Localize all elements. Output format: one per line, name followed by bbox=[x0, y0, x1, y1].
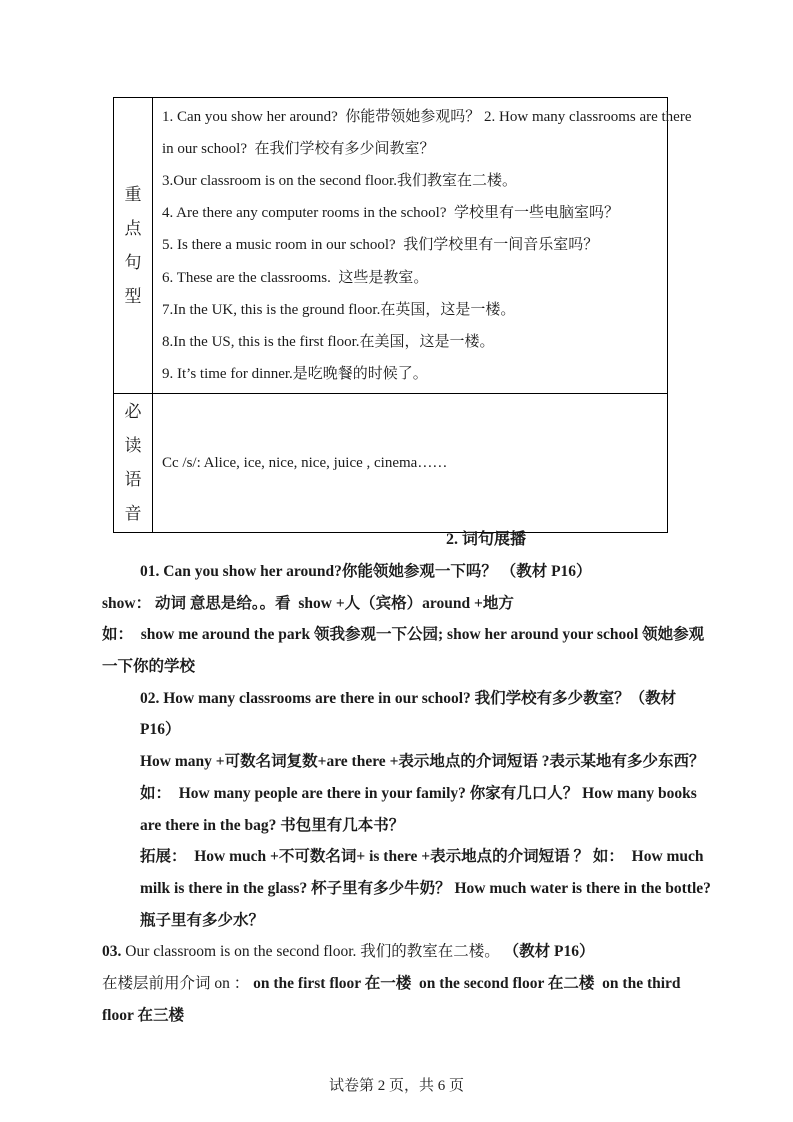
body-line-extension: 拓展： How much +不可数名词+ is there +表示地点的介词短语 ？ 如： How much bbox=[140, 848, 704, 866]
note-bold: on the first floor 在一楼 on the second floor 在二楼 on the third bbox=[253, 974, 681, 992]
sentence-line: 1. Can you show her around? 你能带领她参观吗？ 2. How many classrooms are there bbox=[162, 108, 692, 125]
body-line-extension-c: 瓶子里有多少水？ bbox=[140, 911, 265, 929]
sentence-line: 3.Our classroom is on the second floor.我们教室在二楼。 bbox=[162, 172, 517, 189]
sentence-line: in our school? 在我们学校有多少间教室？ bbox=[162, 140, 435, 157]
body-line-extension-b: milk is there in the glass? 杯子里有多少牛奶？ How much water is there in the bottle? bbox=[140, 879, 711, 897]
body-line-example-1b: 一下你的学校 bbox=[102, 658, 196, 676]
body-line-example-1: 如： show me around the park 领我参观一下公园; show her around your school 领她参观 bbox=[102, 626, 705, 644]
row-header-key-sentences bbox=[114, 98, 153, 394]
sentence-line: 7.In the UK, this is the ground floor.在英国，这是一楼。 bbox=[162, 301, 516, 318]
note-lead: 在楼层前用介词 on ： bbox=[102, 974, 254, 992]
key-sentences-cell bbox=[153, 98, 692, 394]
key-points-table bbox=[113, 97, 692, 533]
phonics-cell bbox=[153, 394, 668, 533]
body-line-pattern: How many +可数名词复数+are there +表示地点的介词短语 ?表示某地有多少东西？ bbox=[140, 753, 705, 771]
row-header-vertical-text: 必读语音 bbox=[124, 402, 142, 523]
section-heading: 2. 词句展播 bbox=[446, 531, 527, 548]
sentence-line: 4. Are there any computer rooms in the school? 学校里有一些电脑室吗？ bbox=[162, 205, 620, 222]
sentence-line: 9. It’s time for dinner.是吃晚餐的时候了。 bbox=[162, 366, 428, 383]
body-line-example-2: 如： How many people are there in your family? 你家有几口人？ How many books bbox=[140, 784, 697, 802]
body-text-block bbox=[102, 556, 711, 1031]
body-line-on-note bbox=[102, 968, 684, 1000]
phonics-line: Cc /s/: Alice, ice, nice, nice, juice , cinema…… bbox=[162, 454, 448, 471]
item-sentence: Our classroom is on the second floor. 我们的教室在二楼。 bbox=[121, 943, 504, 961]
textbook-ref: （教材 P16） bbox=[503, 943, 595, 961]
sentence-line: 5. Is there a music room in our school? 我们学校里有一间音乐室吗？ bbox=[162, 237, 599, 254]
body-line-on-note-b: floor 在三楼 bbox=[102, 1006, 184, 1024]
page-footer: 试卷第 2 页，共 6 页 bbox=[328, 1078, 464, 1094]
table-row-phonics bbox=[114, 394, 668, 533]
sentence-line: 6. These are the classrooms. 这些是教室。 bbox=[162, 269, 429, 286]
body-line-02-title: 02. How many classrooms are there in our school? 我们学校有多少教室？（教材 bbox=[140, 689, 677, 707]
table-row-key-sentences bbox=[114, 98, 668, 394]
body-line-01-title: 01. Can you show her around?你能领她参观一下吗？ （教材 P16） bbox=[140, 563, 592, 580]
sentence-line: 8.In the US, this is the first floor.在美国，这是一楼。 bbox=[162, 334, 495, 350]
body-line-02-title-b: P16） bbox=[140, 721, 181, 739]
row-header-vertical-text: 重点句型 bbox=[124, 184, 142, 306]
body-line-example-2b: are there in the bag? 书包里有几本书？ bbox=[140, 816, 405, 834]
row-header-phonics bbox=[114, 394, 153, 533]
item-number: 03. bbox=[102, 943, 122, 961]
body-line-03-title bbox=[102, 936, 684, 968]
body-line-show-note: show： 动词 意思是给。。看 show +人（宾格）around +地方 bbox=[102, 594, 514, 612]
